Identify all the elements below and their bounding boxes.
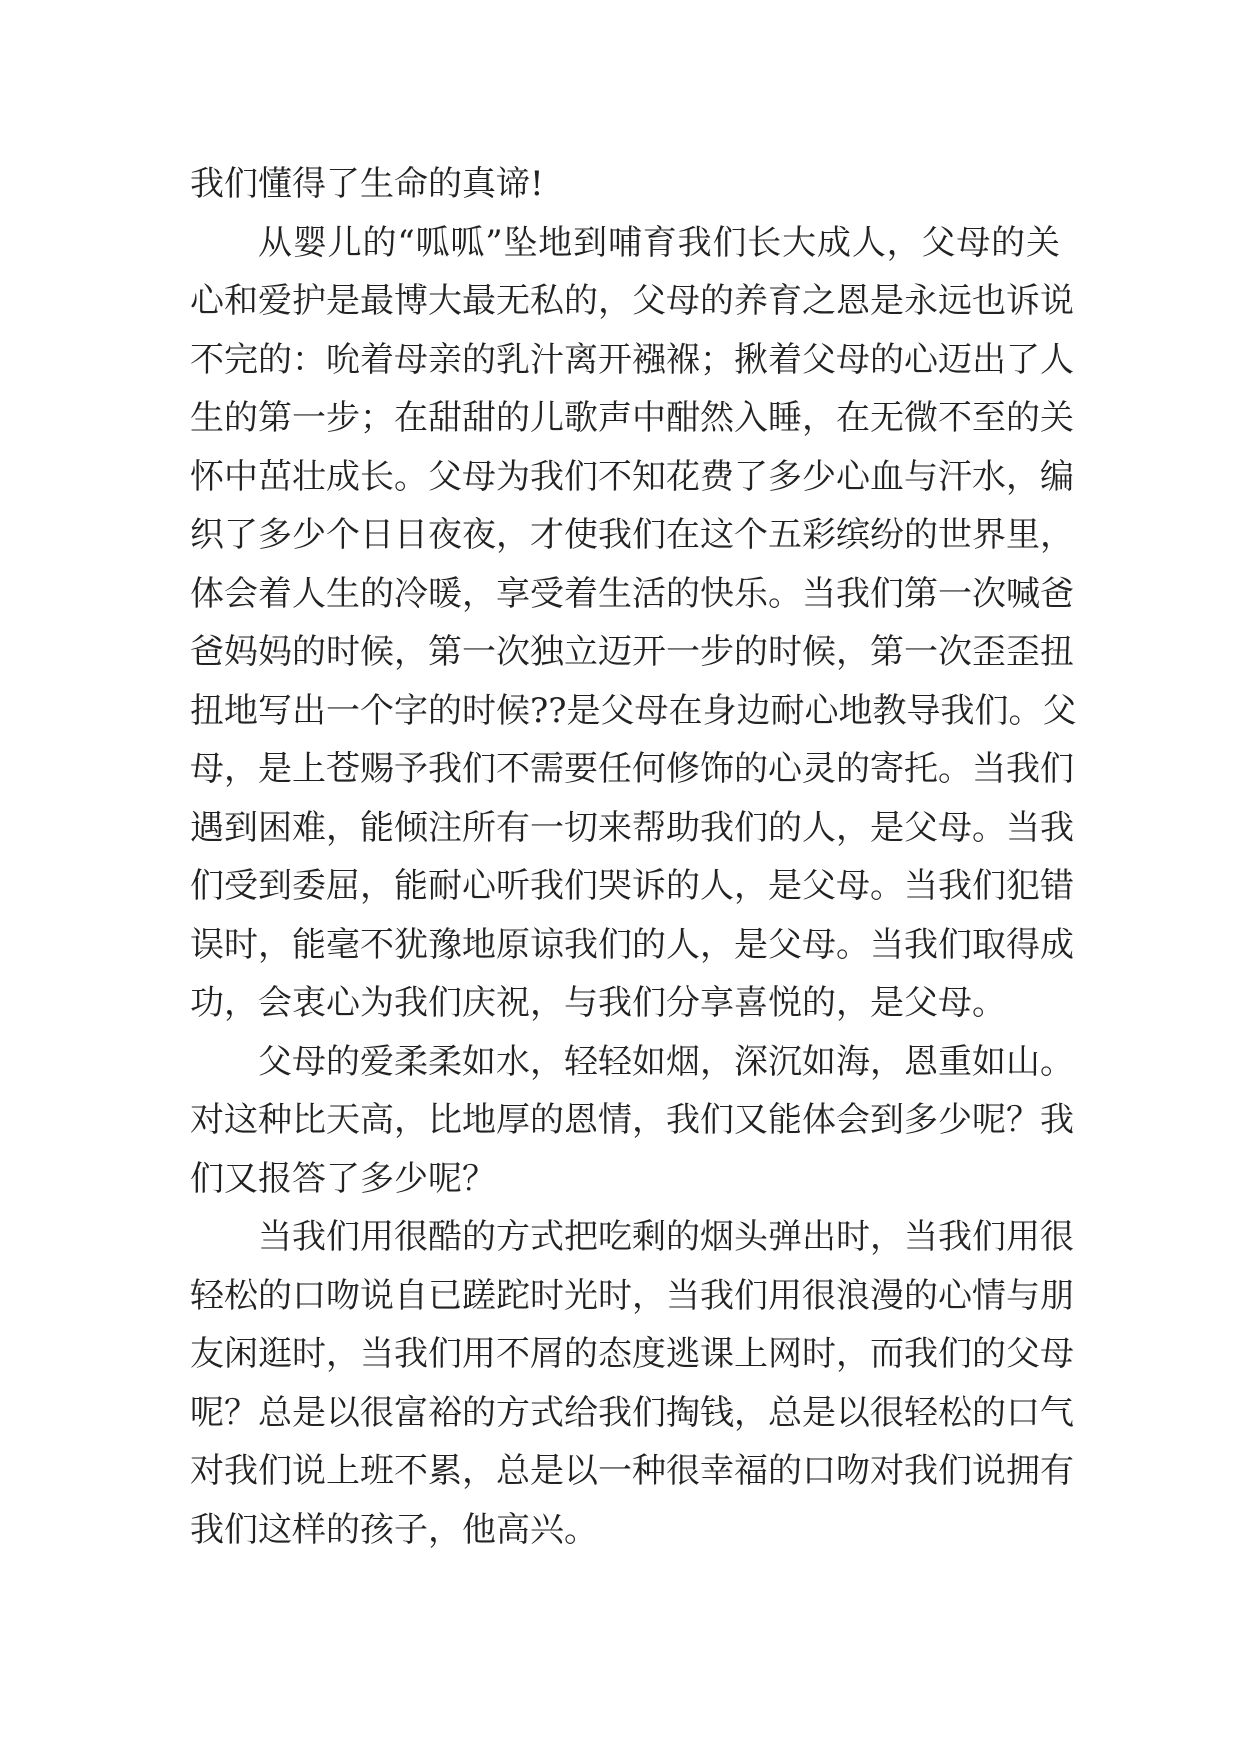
text-line: 们受到委屈，能耐心听我们哭诉的人，是父母。当我们犯错 (190, 866, 1074, 906)
text-line: 体会着人生的冷暖，享受着生活的快乐。当我们第一次喊爸 (190, 573, 1074, 614)
document-body (190, 155, 1077, 1559)
text-line: 母，是上苍赐予我们不需要任何修饰的心灵的寄托。当我们 (190, 749, 1074, 789)
text-line: 扭地写出一个字的时候??是父母在身边耐心地教导我们。父 (190, 690, 1077, 731)
text-line: 误时，能毫不犹豫地原谅我们的人，是父母。当我们取得成 (190, 924, 1074, 965)
paragraph-first-line: 父母的爱柔柔如水，轻轻如烟，深沉如海，恩重如山。 (258, 1041, 1074, 1082)
text-line: 生的第一步；在甜甜的儿歌声中酣然入睡，在无微不至的关 (190, 398, 1074, 438)
text-line: 怀中茁壮成长。父母为我们不知花费了多少心血与汗水，编 (190, 456, 1074, 497)
text-line: 对这种比天高，比地厚的恩情，我们又能体会到多少呢？我 (190, 1100, 1074, 1140)
text-line: 织了多少个日日夜夜，才使我们在这个五彩缤纷的世界里， (190, 515, 1074, 555)
text-line: 我们这样的孩子，他高兴。 (190, 1509, 598, 1550)
text-line: 呢？总是以很富裕的方式给我们掏钱，总是以很轻松的口气 (190, 1392, 1074, 1433)
text-line: 对我们说上班不累，总是以一种很幸福的口吻对我们说拥有 (190, 1451, 1074, 1491)
text-line: 功，会衷心为我们庆祝，与我们分享喜悦的，是父母。 (190, 983, 1006, 1023)
text-line: 不完的：吮着母亲的乳汁离开襁褓；揪着父母的心迈出了人 (190, 339, 1074, 380)
text-line: 心和爱护是最博大最无私的，父母的养育之恩是永远也诉说 (190, 281, 1074, 321)
text-line: 轻松的口吻说自已蹉跎时光时，当我们用很浪漫的心情与朋 (190, 1275, 1074, 1316)
paragraph-first-line: 当我们用很酷的方式把吃剩的烟头弹出时，当我们用很 (258, 1217, 1074, 1257)
text-line: 友闲逛时，当我们用不屑的态度逃课上网时，而我们的父母 (190, 1334, 1074, 1374)
text-line: 我们懂得了生命的真谛! (190, 164, 544, 204)
text-line: 遇到困难，能倾注所有一切来帮助我们的人，是父母。当我 (190, 807, 1074, 848)
text-line: 爸妈妈的时候，第一次独立迈开一步的时候，第一次歪歪扭 (190, 632, 1074, 672)
text-line: 们又报答了多少呢？ (190, 1158, 496, 1199)
paragraph-first-line: 从婴儿的“呱呱”坠地到哺育我们长大成人，父母的关 (258, 222, 1060, 263)
